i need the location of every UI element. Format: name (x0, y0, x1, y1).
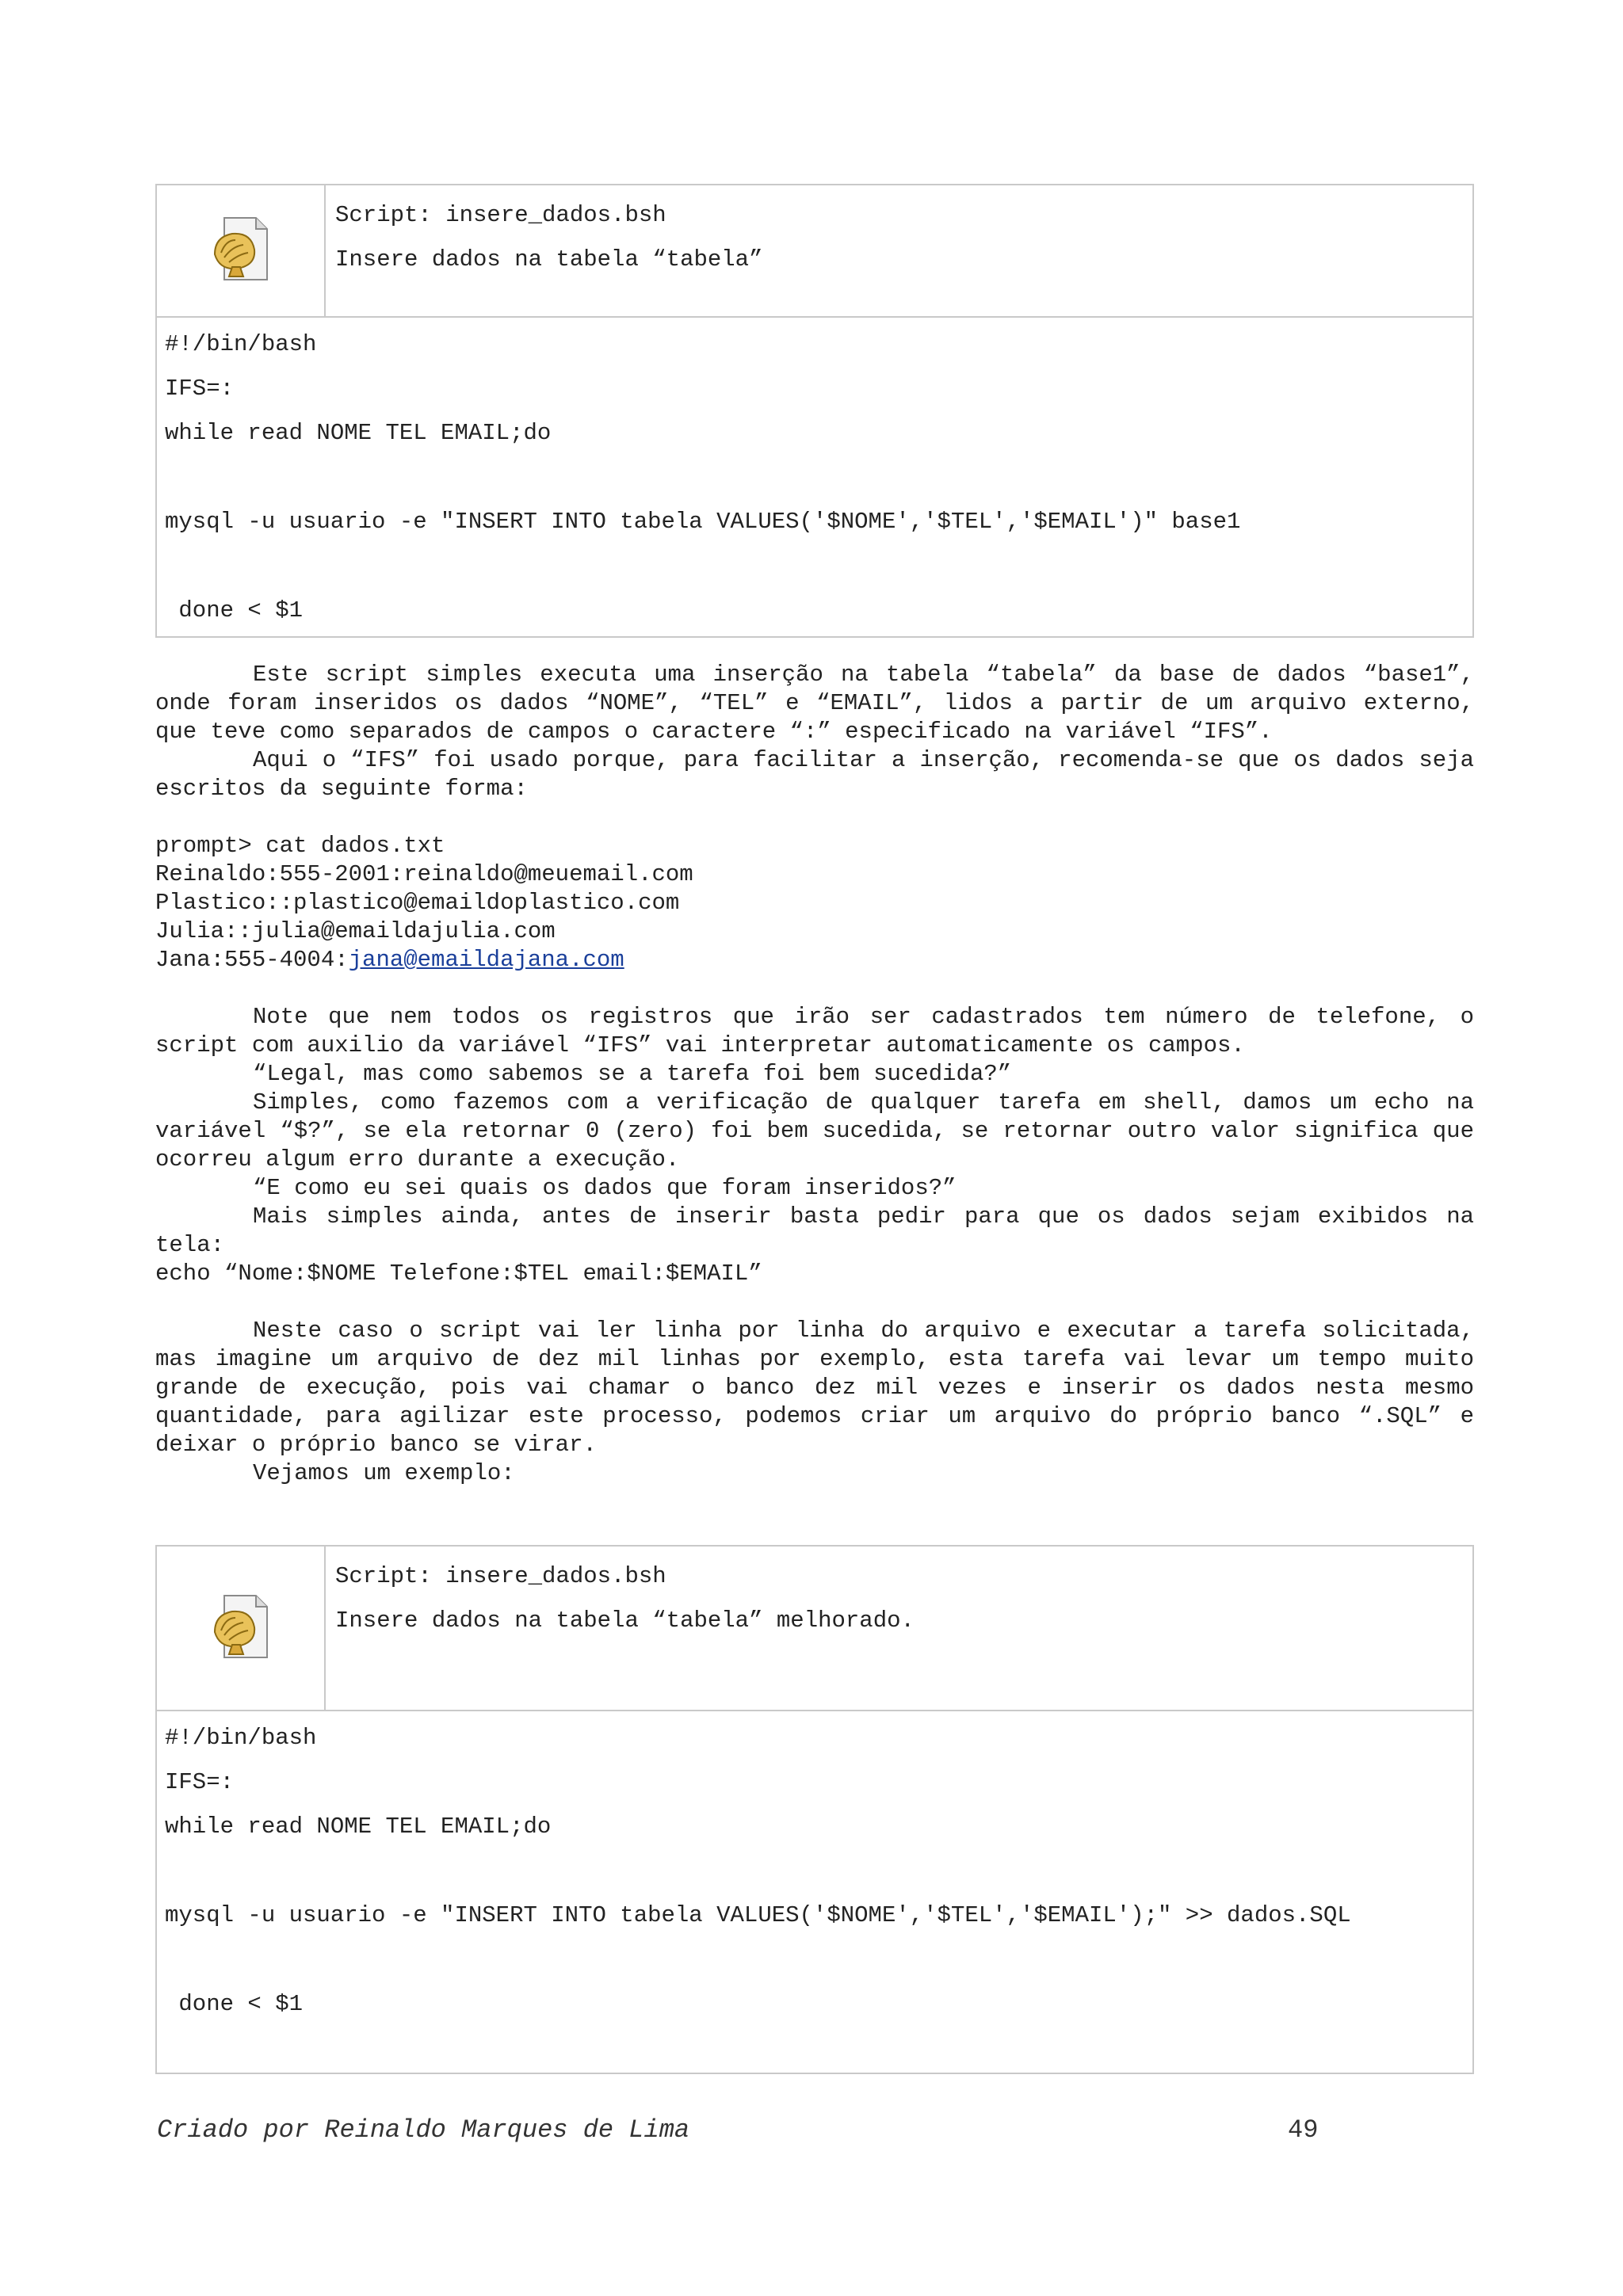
listing-line: prompt> cat dados.txt (155, 833, 445, 859)
script-meta (326, 185, 773, 316)
code-line (165, 1938, 1465, 1982)
icon-cell (157, 1547, 326, 1710)
code-line: while read NOME TEL EMAIL;do (165, 420, 552, 446)
listing-line: Reinaldo:555-2001:reinaldo@meuemail.com (155, 861, 693, 887)
code-line (165, 1849, 1465, 1894)
icon-cell (157, 185, 326, 316)
paragraph: Mais simples ainda, antes de inserir basta pedir para que os dados sejam exibidos na tela: (155, 1203, 1474, 1258)
script-meta (326, 1547, 924, 1710)
code-line: mysql -u usuario -e "INSERT INTO tabela VALUES('$NOME','$TEL','$EMAIL')" base1 (165, 509, 1241, 535)
script-title: Script: insere_dados.bsh (335, 1563, 666, 1589)
code-line: done < $1 (165, 597, 304, 624)
paragraph: Simples, como fazemos com a verificação de qualquer tarefa em shell, damos um echo na variável “$?”, se ela retornar 0 (zero) foi bem sucedida, se retornar outro valor significa que ocorreu algum erro durante a execução. (155, 1089, 1474, 1173)
body-text (155, 661, 1474, 1488)
listing-line: Julia::julia@emaildajulia.com (155, 918, 556, 944)
script-header (157, 185, 1472, 318)
email-link[interactable]: jana@emaildajana.com (348, 947, 624, 973)
script-description: Insere dados na tabela “tabela” melhorado. (335, 1608, 915, 1634)
echo-line: echo “Nome:$NOME Telefone:$TEL email:$EMAIL” (155, 1261, 762, 1287)
paragraph: Note que nem todos os registros que irão ser cadastrados tem número de telefone, o script com auxilio da variável “IFS” vai interpretar automaticamente os campos. (155, 1004, 1474, 1058)
code-line: #!/bin/bash (165, 1725, 317, 1751)
paragraph: Neste caso o script vai ler linha por linha do arquivo e executar a tarefa solicitada, mas imagine um arquivo de dez mil linhas por exemplo, esta tarefa vai levar um tempo muito grande de execução, pois vai chamar o banco dez mil vezes e inserir os dados nesta mesmo quantidade, para agilizar este processo, podemos criar um arquivo do próprio banco “.SQL” e deixar o próprio banco se virar. (155, 1318, 1474, 1458)
code-line: while read NOME TEL EMAIL;do (165, 1814, 552, 1840)
shell-script-file-icon (208, 1591, 273, 1666)
paragraph: “E como eu sei quais os dados que foram inseridos?” (253, 1175, 957, 1201)
script-header (157, 1547, 1472, 1711)
listing-line (155, 946, 1474, 974)
page-number: 49 (1288, 2115, 1319, 2145)
code-line: IFS=: (165, 376, 235, 402)
script-box-2 (155, 1545, 1474, 2074)
listing-line: Plastico::plastico@emaildoplastico.com (155, 890, 680, 916)
script-description: Insere dados na tabela “tabela” (335, 246, 763, 273)
code-line: done < $1 (165, 1991, 304, 2017)
paragraph: Aqui o “IFS” foi usado porque, para facilitar a inserção, recomenda-se que os dados seja escritos da seguinte forma: (155, 747, 1474, 802)
code-line: IFS=: (165, 1769, 235, 1795)
paragraph: Este script simples executa uma inserção na tabela “tabela” da base de dados “base1”, onde foram inseridos os dados “NOME”, “TEL” e “EMAIL”, lidos a partir de um arquivo externo, que teve como separados de campos o caractere “:” especificado na variável “IFS”. (155, 662, 1474, 745)
script-code (157, 318, 1472, 636)
code-line (165, 544, 1465, 589)
code-line: mysql -u usuario -e "INSERT INTO tabela VALUES('$NOME','$TEL','$EMAIL');" >> dados.SQL (165, 1902, 1351, 1928)
paragraph: Vejamos um exemplo: (253, 1460, 515, 1486)
listing-prefix: Jana:555-4004: (155, 947, 349, 973)
script-title: Script: insere_dados.bsh (335, 202, 666, 228)
code-line (165, 456, 1465, 500)
shell-script-file-icon (208, 213, 273, 288)
script-code (157, 1711, 1472, 2073)
script-box-1 (155, 184, 1474, 638)
footer-author: Criado por Reinaldo Marques de Lima (157, 2115, 690, 2145)
code-line: #!/bin/bash (165, 331, 317, 357)
paragraph: “Legal, mas como sabemos se a tarefa foi bem sucedida?” (253, 1061, 1012, 1087)
